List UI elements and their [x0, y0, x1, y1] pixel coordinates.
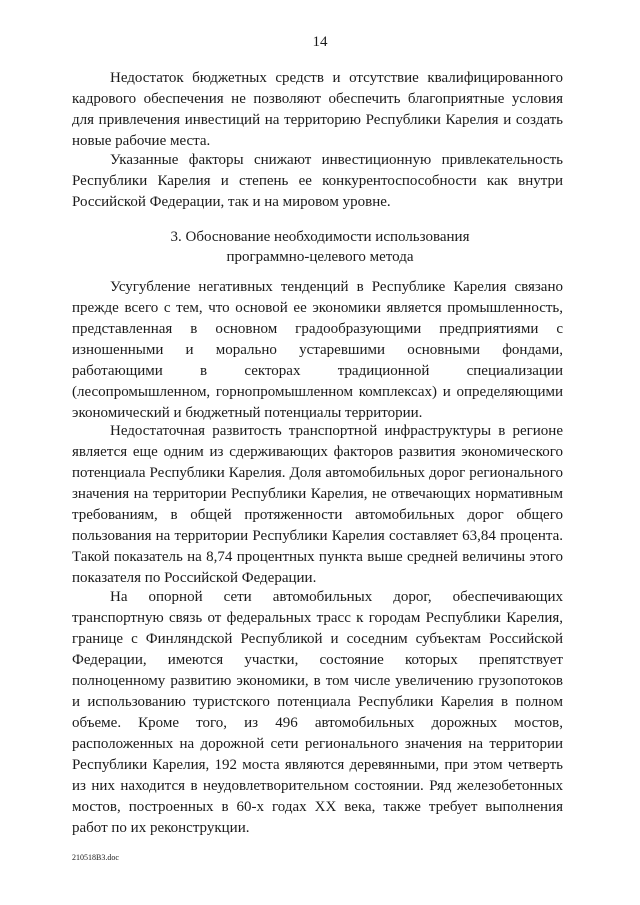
paragraph-transport-infrastructure: Недостаточная развитость транспортной инфраструктуры в регионе является еще одним из сдерживающих факторов развития экономического потенциала Республики Карелия. Доля автомобильных дорог регионального значения на территории Республики Карелия, не отвечающих нормативным требованиям, в общей протяженности автомобильных дорог общего пользования на территории Республики Карелия составляет 63,84 процента. Такой показатель на 8,74 процентных пункта выше средней величины этого показателя по Российской Федерации. — [72, 423, 563, 586]
paragraph-budget-shortage: Недостаток бюджетных средств и отсутствие квалифицированного кадрового обеспечения не позволяют обеспечить благоприятные условия для привлечения инвестиций на территорию Республики Карелия и создать новые рабочие места. — [72, 70, 563, 149]
section-heading — [0, 227, 640, 267]
section-heading-line-1: 3. Обоснование необходимости использования — [170, 229, 470, 245]
file-name-footer: 210518B3.doc — [72, 853, 119, 862]
page-number: 14 — [312, 34, 328, 50]
section-heading-line-2: программно-целевого метода — [226, 249, 414, 265]
paragraph-road-network: На опорной сети автомобильных дорог, обеспечивающих транспортную связь от федеральных трасс к городам Республики Карелия, границе с Финляндской Республикой и соседним субъектам Российской Федерации, имеются участки, состояние которых препятствует полноценному развитию экономики, в том числе увеличению грузопотоков и использованию туристского потенциала Республики Карелия в полном объеме. Кроме того, из 496 автомобильных дорожных мостов, расположенных на дорожной сети регионального значения на территории Республики Карелия, 192 моста являются деревянными, при этом четверть из них находится в неудовлетворительном состоянии. Ряд железобетонных мостов, построенных в 60-х годах XX века, также требует выполнения работ по их реконструкции. — [72, 589, 563, 836]
paragraph-investment-factors: Указанные факторы снижают инвестиционную привлекательность Республики Карелия и степень ее конкурентоспособности как внутри Российской Федерации, так и на мировом уровне. — [72, 152, 563, 210]
paragraph-negative-trends: Усугубление негативных тенденций в Республике Карелия связано прежде всего с тем, что основой ее экономики является промышленность, представленная в основном градообразующими предприятиями с изношенными и морально устаревшими основными фондами, работающими в секторах традиционной специализации (лесопромышленном, горнопромышленном комплексах) и определяющими экономический и бюджетный потенциалы территории. — [72, 279, 563, 421]
